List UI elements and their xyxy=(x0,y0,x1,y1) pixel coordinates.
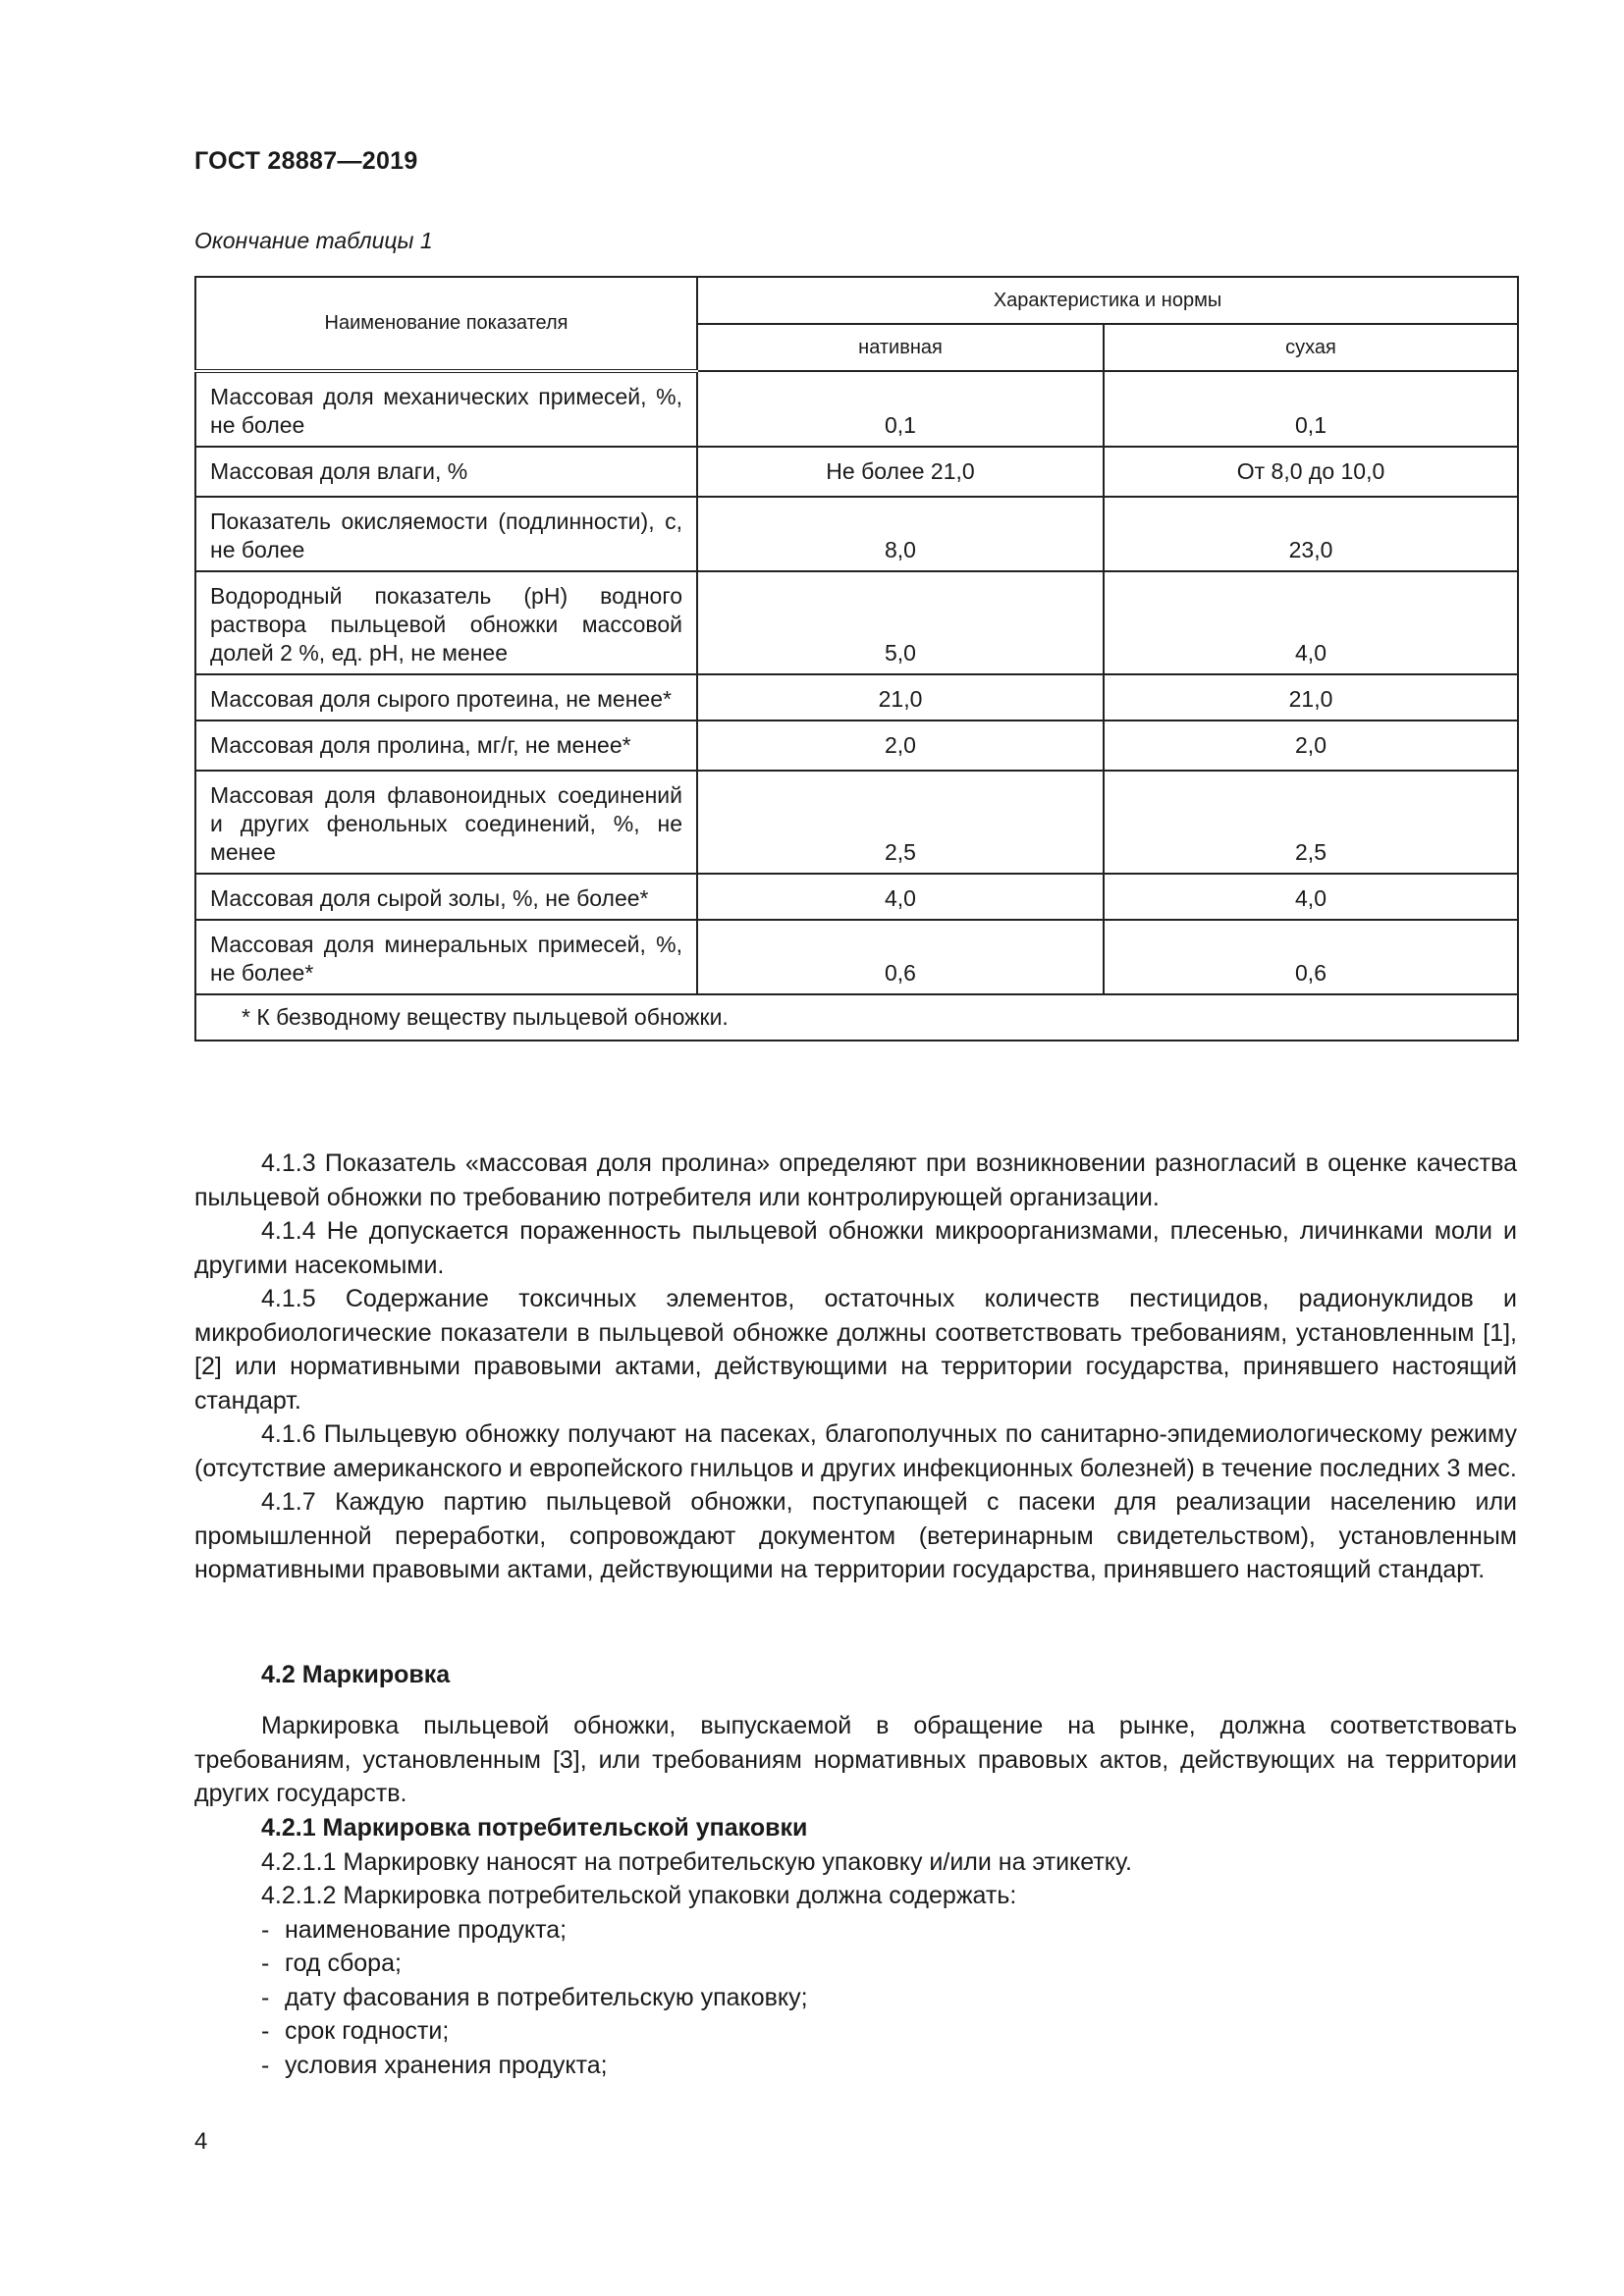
row-value-native: 0,1 xyxy=(697,371,1104,447)
table-row xyxy=(195,371,1518,447)
clause-4-2-1-1: 4.2.1.1 Маркировку наносят на потребительскую упаковку и/или на этикетку. xyxy=(261,1847,1132,1876)
table-row xyxy=(195,721,1518,771)
row-value-dry: 4,0 xyxy=(1104,874,1518,920)
row-value-dry: 2,5 xyxy=(1104,771,1518,874)
paragraph-4-1-5: 4.1.5 Содержание токсичных элементов, остаточных количеств пестицидов, радионуклидов и микробиологические показатели в пыльцевой обножке должны соответствовать требованиям, установленным [1], [2] или нормативными правовыми актами, действующими на территории государства, принявшего настоящий стандарт. xyxy=(194,1285,1517,1415)
row-name: Массовая доля минеральных примесей, %, не более* xyxy=(195,920,697,994)
table-row xyxy=(195,497,1518,571)
section-4-2-intro-block xyxy=(194,1709,1517,1811)
table-row xyxy=(195,674,1518,721)
sub-heading-4-2-1: 4.2.1 Маркировка потребительской упаковки xyxy=(261,1814,808,1842)
row-value-native: 0,6 xyxy=(697,920,1104,994)
row-name: Массовая доля сырой золы, %, не более* xyxy=(195,874,697,920)
table-footnote-row xyxy=(195,994,1518,1041)
row-value-dry: От 8,0 до 10,0 xyxy=(1104,447,1518,497)
row-value-dry: 0,6 xyxy=(1104,920,1518,994)
row-name: Показатель окисляемости (подлинности), с, не более xyxy=(195,497,697,571)
list-item: - дату фасования в потребительскую упаковку; xyxy=(261,1983,808,2011)
row-value-native: 2,5 xyxy=(697,771,1104,874)
row-name: Массовая доля пролина, мг/г, не менее* xyxy=(195,721,697,771)
row-name: Массовая доля сырого протеина, не менее* xyxy=(195,674,697,721)
labeling-requirements-list xyxy=(194,1913,1517,2083)
column-header-dry: сухая xyxy=(1104,324,1518,371)
row-value-dry: 2,0 xyxy=(1104,721,1518,771)
row-value-dry: 21,0 xyxy=(1104,674,1518,721)
list-item: - год сбора; xyxy=(261,1949,402,1977)
column-header-native: нативная xyxy=(697,324,1104,371)
row-value-native: 5,0 xyxy=(697,571,1104,674)
list-item: - условия хранения продукта; xyxy=(261,2051,608,2079)
row-value-dry: 0,1 xyxy=(1104,371,1518,447)
paragraphs-4-1 xyxy=(194,1147,1517,1587)
row-value-native: 8,0 xyxy=(697,497,1104,571)
paragraph-4-1-7: 4.1.7 Каждую партию пыльцевой обножки, поступающей с пасеки для реализации населению или промышленной переработки, сопровождают документом (ветеринарным свидетельством), установленным нормативными правовыми актами, действующими на территории государства, принявшего настоящий стандарт. xyxy=(194,1488,1517,1583)
row-value-native: Не более 21,0 xyxy=(697,447,1104,497)
row-value-dry: 23,0 xyxy=(1104,497,1518,571)
list-item: - наименование продукта; xyxy=(261,1915,568,1944)
row-value-native: 4,0 xyxy=(697,874,1104,920)
row-name: Водородный показатель (pH) водного раствора пыльцевой обножки массовой долей 2 %, ед. pH, не менее xyxy=(195,571,697,674)
column-group-header: Характеристика и нормы xyxy=(697,277,1518,324)
row-name: Массовая доля механических примесей, %, не более xyxy=(195,371,697,447)
table-row xyxy=(195,920,1518,994)
table-row xyxy=(195,571,1518,674)
paragraph-4-1-3: 4.1.3 Показатель «массовая доля пролина» определяют при возникновении разногласий в оценке качества пыльцевой обножки по требованию потребителя или контролирующей организации. xyxy=(194,1149,1517,1211)
row-value-native: 21,0 xyxy=(697,674,1104,721)
table-row xyxy=(195,874,1518,920)
table-footnote: * К безводному веществу пыльцевой обножки. xyxy=(195,994,1518,1041)
row-value-native: 2,0 xyxy=(697,721,1104,771)
row-name: Массовая доля влаги, % xyxy=(195,447,697,497)
table-caption: Окончание таблицы 1 xyxy=(194,228,433,253)
clause-4-2-1-2: 4.2.1.2 Маркировка потребительской упаковки должна содержать: xyxy=(261,1882,1017,1909)
section-heading-4-2: 4.2 Маркировка xyxy=(261,1661,451,1688)
page-number: 4 xyxy=(194,2128,208,2155)
table-row xyxy=(195,771,1518,874)
row-name: Массовая доля флавоноидных соединений и других фенольных соединений, %, не менее xyxy=(195,771,697,874)
row-value-dry: 4,0 xyxy=(1104,571,1518,674)
norms-table xyxy=(194,276,1519,1041)
paragraph-4-1-4: 4.1.4 Не допускается пораженность пыльцевой обножки микроорганизмами, плесенью, личинками моли и другими насекомыми. xyxy=(194,1217,1517,1279)
document-id: ГОСТ 28887—2019 xyxy=(194,147,418,175)
table-row xyxy=(195,447,1518,497)
list-item: - срок годности; xyxy=(261,2017,450,2045)
section-4-2-1-block xyxy=(194,1811,1517,2082)
section-4-2-intro: Маркировка пыльцевой обножки, выпускаемой в обращение на рынке, должна соответствовать требованиям, установленным [3], или требованиям нормативных правовых актов, действующих на территории других государств. xyxy=(194,1712,1517,1807)
column-header-indicator: Наименование показателя xyxy=(195,277,697,371)
paragraph-4-1-6: 4.1.6 Пыльцевую обножку получают на пасеках, благополучных по санитарно-эпидемиологическому режиму (отсутствие американского и европейского гнильцов и других инфекционных болезней) в течение последних 3 мес. xyxy=(194,1420,1517,1482)
